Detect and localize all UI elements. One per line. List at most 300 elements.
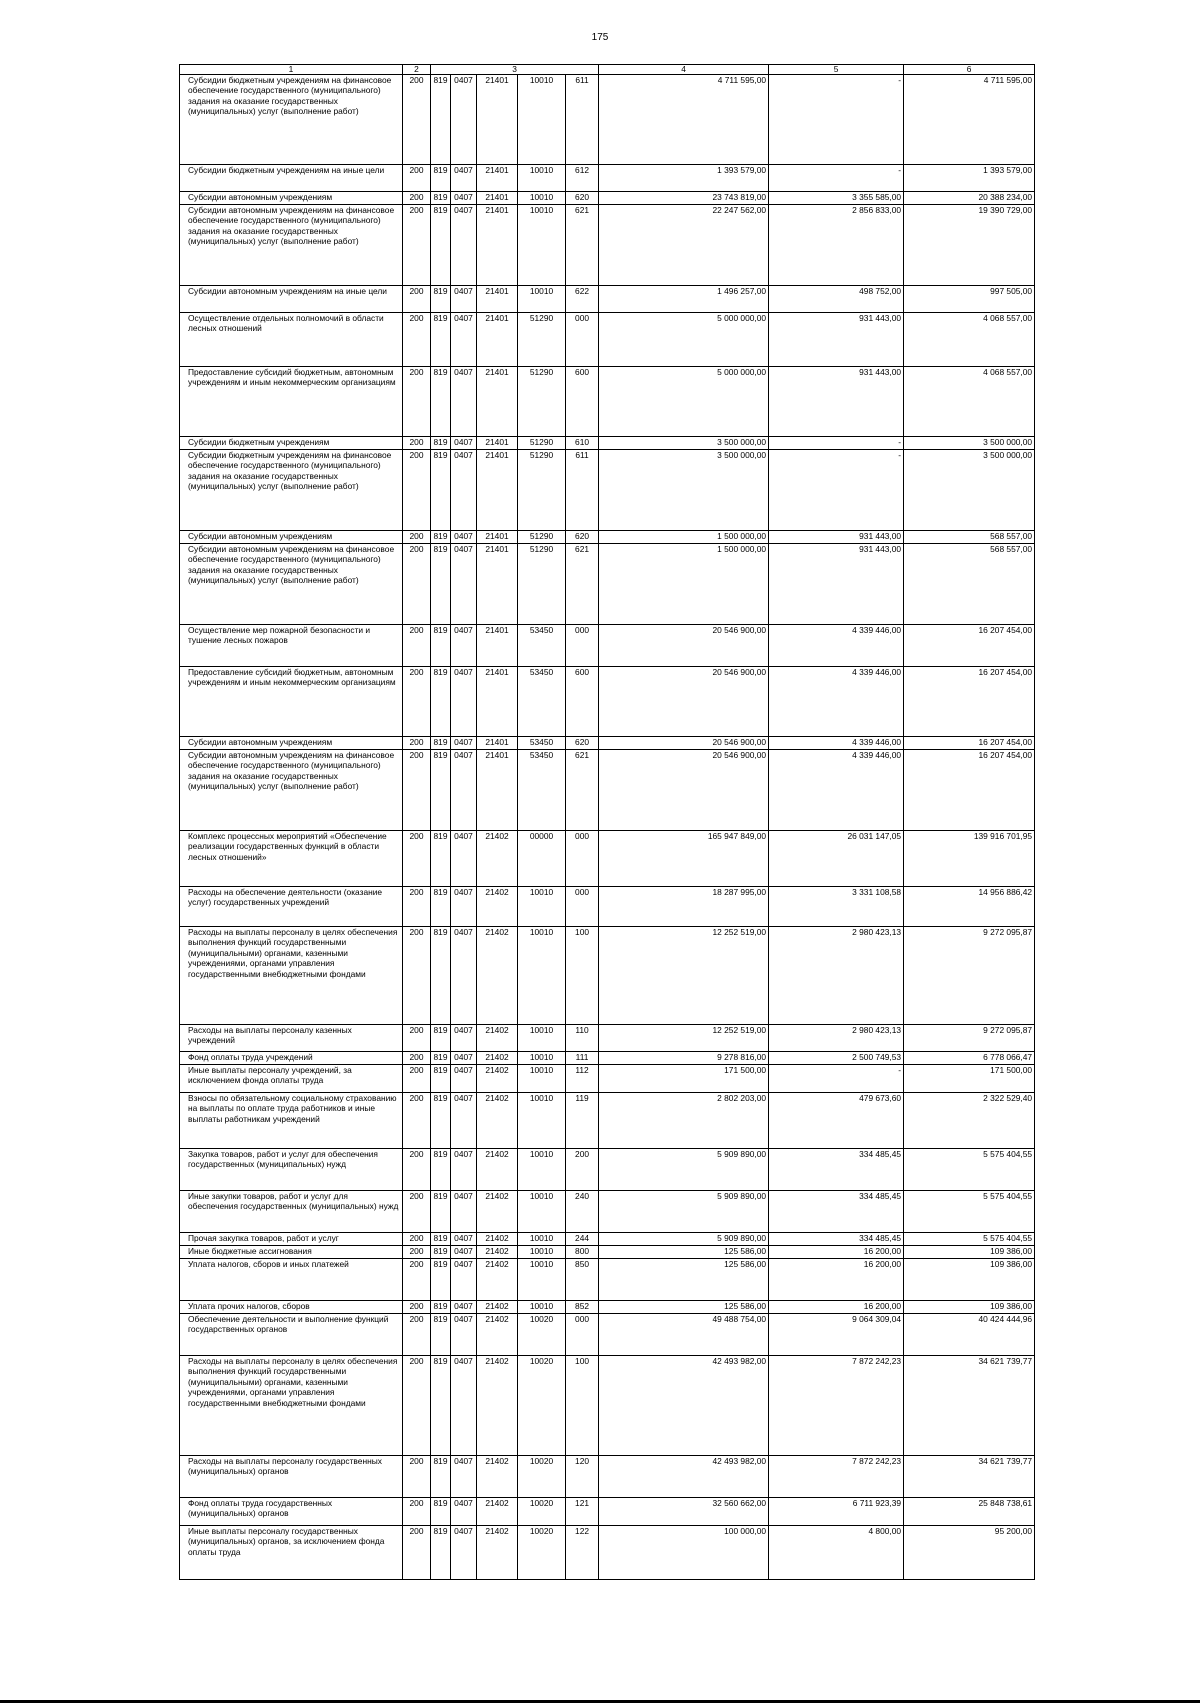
approved-amount: 9 278 816,00 — [599, 1052, 769, 1065]
section-code: 0407 — [451, 205, 477, 286]
direction-code: 10010 — [518, 1259, 566, 1301]
line-code: 200 — [403, 1314, 431, 1356]
executed-amount: 16 200,00 — [769, 1259, 904, 1301]
approved-amount: 49 488 754,00 — [599, 1314, 769, 1356]
direction-code: 00000 — [518, 831, 566, 887]
approved-amount: 5 909 890,00 — [599, 1233, 769, 1246]
line-code: 200 — [403, 205, 431, 286]
direction-code: 10010 — [518, 286, 566, 313]
direction-code: 51290 — [518, 313, 566, 367]
section-code: 0407 — [451, 737, 477, 750]
program-code: 21402 — [477, 1259, 518, 1301]
admin-code: 819 — [431, 1356, 451, 1456]
expense-type-code: 100 — [566, 1356, 599, 1456]
line-code: 200 — [403, 1052, 431, 1065]
remaining-amount: 109 386,00 — [904, 1259, 1035, 1301]
line-code: 200 — [403, 1526, 431, 1580]
table-row — [180, 1456, 1035, 1498]
line-code: 200 — [403, 1356, 431, 1456]
expense-type-code: 622 — [566, 286, 599, 313]
program-code: 21402 — [477, 1498, 518, 1526]
table-row — [180, 750, 1035, 831]
direction-code: 10010 — [518, 1149, 566, 1191]
section-code: 0407 — [451, 544, 477, 625]
direction-code: 10010 — [518, 1025, 566, 1052]
admin-code: 819 — [431, 1301, 451, 1314]
row-name: Прочая закупка товаров, работ и услуг — [180, 1233, 403, 1246]
line-code: 200 — [403, 1065, 431, 1093]
table-row — [180, 1093, 1035, 1149]
row-name: Комплекс процессных мероприятий «Обеспечение реализации государственных функций в области лесных отношений» — [180, 831, 403, 887]
line-code: 200 — [403, 750, 431, 831]
page-number: 175 — [591, 32, 609, 43]
approved-amount: 4 711 595,00 — [599, 75, 769, 165]
remaining-amount: 4 068 557,00 — [904, 313, 1035, 367]
expense-type-code: 121 — [566, 1498, 599, 1526]
direction-code: 10010 — [518, 75, 566, 165]
admin-code: 819 — [431, 1233, 451, 1246]
approved-amount: 42 493 982,00 — [599, 1456, 769, 1498]
line-code: 200 — [403, 75, 431, 165]
executed-amount: 7 872 242,23 — [769, 1456, 904, 1498]
table-row — [180, 1191, 1035, 1233]
approved-amount: 1 496 257,00 — [599, 286, 769, 313]
executed-amount: - — [769, 165, 904, 192]
remaining-amount: 2 322 529,40 — [904, 1093, 1035, 1149]
remaining-amount: 6 778 066,47 — [904, 1052, 1035, 1065]
direction-code: 53450 — [518, 667, 566, 737]
table-row — [180, 1052, 1035, 1065]
direction-code: 10010 — [518, 1065, 566, 1093]
row-name: Субсидии автономным учреждениям — [180, 192, 403, 205]
executed-amount: 16 200,00 — [769, 1301, 904, 1314]
program-code: 21402 — [477, 1456, 518, 1498]
row-name: Иные выплаты персоналу учреждений, за исключением фонда оплаты труда — [180, 1065, 403, 1093]
approved-amount: 171 500,00 — [599, 1065, 769, 1093]
direction-code: 53450 — [518, 737, 566, 750]
table-row — [180, 367, 1035, 437]
admin-code: 819 — [431, 286, 451, 313]
section-code: 0407 — [451, 1498, 477, 1526]
remaining-amount: 3 500 000,00 — [904, 450, 1035, 531]
approved-amount: 20 546 900,00 — [599, 667, 769, 737]
approved-amount: 22 247 562,00 — [599, 205, 769, 286]
approved-amount: 5 909 890,00 — [599, 1191, 769, 1233]
header-col-5: 5 — [769, 65, 904, 75]
row-name: Уплата налогов, сборов и иных платежей — [180, 1259, 403, 1301]
executed-amount: 2 980 423,13 — [769, 927, 904, 1025]
program-code: 21401 — [477, 531, 518, 544]
program-code: 21402 — [477, 1149, 518, 1191]
program-code: 21401 — [477, 737, 518, 750]
admin-code: 819 — [431, 750, 451, 831]
program-code: 21401 — [477, 450, 518, 531]
executed-amount: 2 856 833,00 — [769, 205, 904, 286]
program-code: 21402 — [477, 1233, 518, 1246]
row-name: Предоставление субсидий бюджетным, автономным учреждениям и иным некоммерческим организациям — [180, 367, 403, 437]
admin-code: 819 — [431, 1065, 451, 1093]
remaining-amount: 139 916 701,95 — [904, 831, 1035, 887]
direction-code: 53450 — [518, 750, 566, 831]
section-code: 0407 — [451, 927, 477, 1025]
table-row — [180, 1065, 1035, 1093]
remaining-amount: 40 424 444,96 — [904, 1314, 1035, 1356]
admin-code: 819 — [431, 450, 451, 531]
direction-code: 10020 — [518, 1498, 566, 1526]
row-name: Фонд оплаты труда учреждений — [180, 1052, 403, 1065]
remaining-amount: 95 200,00 — [904, 1526, 1035, 1580]
executed-amount: 931 443,00 — [769, 367, 904, 437]
admin-code: 819 — [431, 1456, 451, 1498]
table-row — [180, 1233, 1035, 1246]
table-row — [180, 625, 1035, 667]
table-row — [180, 1149, 1035, 1191]
row-name: Уплата прочих налогов, сборов — [180, 1301, 403, 1314]
line-code: 200 — [403, 192, 431, 205]
expense-type-code: 000 — [566, 887, 599, 927]
remaining-amount: 109 386,00 — [904, 1246, 1035, 1259]
admin-code: 819 — [431, 1093, 451, 1149]
remaining-amount: 5 575 404,55 — [904, 1149, 1035, 1191]
line-code: 200 — [403, 286, 431, 313]
executed-amount: 334 485,45 — [769, 1233, 904, 1246]
program-code: 21402 — [477, 1301, 518, 1314]
remaining-amount: 25 848 738,61 — [904, 1498, 1035, 1526]
row-name: Предоставление субсидий бюджетным, автономным учреждениям и иным некоммерческим организациям — [180, 667, 403, 737]
row-name: Субсидии автономным учреждениям — [180, 737, 403, 750]
expense-type-code: 610 — [566, 437, 599, 450]
direction-code: 10010 — [518, 165, 566, 192]
row-name: Субсидии бюджетным учреждениям — [180, 437, 403, 450]
row-name: Субсидии автономным учреждениям на финансовое обеспечение государственного (муниципального) задания на оказание государственных (муниципальных) услуг (выполнение работ) — [180, 750, 403, 831]
program-code: 21402 — [477, 1191, 518, 1233]
admin-code: 819 — [431, 192, 451, 205]
line-code: 200 — [403, 1246, 431, 1259]
approved-amount: 1 500 000,00 — [599, 531, 769, 544]
expense-type-code: 000 — [566, 625, 599, 667]
program-code: 21401 — [477, 367, 518, 437]
admin-code: 819 — [431, 1259, 451, 1301]
expense-type-code: 850 — [566, 1259, 599, 1301]
table-row — [180, 313, 1035, 367]
section-code: 0407 — [451, 1314, 477, 1356]
program-code: 21402 — [477, 1314, 518, 1356]
header-row — [180, 65, 1035, 75]
expense-type-code: 600 — [566, 667, 599, 737]
remaining-amount: 4 068 557,00 — [904, 367, 1035, 437]
admin-code: 819 — [431, 1025, 451, 1052]
section-code: 0407 — [451, 1233, 477, 1246]
expense-type-code: 621 — [566, 750, 599, 831]
admin-code: 819 — [431, 1149, 451, 1191]
header-col-6: 6 — [904, 65, 1035, 75]
expense-type-code: 600 — [566, 367, 599, 437]
program-code: 21401 — [477, 165, 518, 192]
section-code: 0407 — [451, 1052, 477, 1065]
remaining-amount: 9 272 095,87 — [904, 1025, 1035, 1052]
executed-amount: 26 031 147,05 — [769, 831, 904, 887]
program-code: 21402 — [477, 927, 518, 1025]
header-col-4: 4 — [599, 65, 769, 75]
executed-amount: - — [769, 450, 904, 531]
line-code: 200 — [403, 625, 431, 667]
direction-code: 51290 — [518, 437, 566, 450]
admin-code: 819 — [431, 1191, 451, 1233]
section-code: 0407 — [451, 1065, 477, 1093]
header-col-3: 3 — [431, 65, 599, 75]
line-code: 200 — [403, 1259, 431, 1301]
row-name: Обеспечение деятельности и выполнение функций государственных органов — [180, 1314, 403, 1356]
row-name: Субсидии автономным учреждениям — [180, 531, 403, 544]
row-name: Расходы на выплаты персоналу в целях обеспечения выполнения функций государственными (муниципальными) органами, казенными учреждениями, органами управления государственными внебюджетными фондами — [180, 927, 403, 1025]
remaining-amount: 3 500 000,00 — [904, 437, 1035, 450]
section-code: 0407 — [451, 437, 477, 450]
executed-amount: - — [769, 437, 904, 450]
table-row — [180, 927, 1035, 1025]
executed-amount: 2 500 749,53 — [769, 1052, 904, 1065]
admin-code: 819 — [431, 165, 451, 192]
remaining-amount: 16 207 454,00 — [904, 625, 1035, 667]
expense-type-code: 620 — [566, 192, 599, 205]
table-row — [180, 887, 1035, 927]
remaining-amount: 5 575 404,55 — [904, 1233, 1035, 1246]
expense-type-code: 119 — [566, 1093, 599, 1149]
section-code: 0407 — [451, 450, 477, 531]
approved-amount: 165 947 849,00 — [599, 831, 769, 887]
program-code: 21402 — [477, 1025, 518, 1052]
expense-type-code: 000 — [566, 313, 599, 367]
executed-amount: 2 980 423,13 — [769, 1025, 904, 1052]
admin-code: 819 — [431, 737, 451, 750]
row-name: Осуществление мер пожарной безопасности и тушение лесных пожаров — [180, 625, 403, 667]
section-code: 0407 — [451, 1191, 477, 1233]
remaining-amount: 9 272 095,87 — [904, 927, 1035, 1025]
row-name: Иные выплаты персоналу государственных (муниципальных) органов, за исключением фонда оплаты труда — [180, 1526, 403, 1580]
line-code: 200 — [403, 367, 431, 437]
section-code: 0407 — [451, 625, 477, 667]
section-code: 0407 — [451, 1093, 477, 1149]
row-name: Расходы на выплаты персоналу в целях обеспечения выполнения функций государственными (муниципальными) органами, казенными учреждениями, органами управления государственными внебюджетными фондами — [180, 1356, 403, 1456]
direction-code: 10010 — [518, 1093, 566, 1149]
line-code: 200 — [403, 887, 431, 927]
line-code: 200 — [403, 667, 431, 737]
approved-amount: 12 252 519,00 — [599, 927, 769, 1025]
approved-amount: 42 493 982,00 — [599, 1356, 769, 1456]
table-row — [180, 1025, 1035, 1052]
expense-type-code: 000 — [566, 831, 599, 887]
line-code: 200 — [403, 165, 431, 192]
table-row — [180, 450, 1035, 531]
line-code: 200 — [403, 1093, 431, 1149]
row-name: Субсидии автономным учреждениям на финансовое обеспечение государственного (муниципального) задания на оказание государственных (муниципальных) услуг (выполнение работ) — [180, 205, 403, 286]
line-code: 200 — [403, 437, 431, 450]
executed-amount: 334 485,45 — [769, 1191, 904, 1233]
table-row — [180, 75, 1035, 165]
program-code: 21401 — [477, 192, 518, 205]
program-code: 21401 — [477, 286, 518, 313]
section-code: 0407 — [451, 367, 477, 437]
section-code: 0407 — [451, 1025, 477, 1052]
row-name: Расходы на обеспечение деятельности (оказание услуг) государственных учреждений — [180, 887, 403, 927]
row-name: Субсидии бюджетным учреждениям на финансовое обеспечение государственного (муниципального) задания на оказание государственных (муниципальных) услуг (выполнение работ) — [180, 450, 403, 531]
approved-amount: 18 287 995,00 — [599, 887, 769, 927]
table-row — [180, 667, 1035, 737]
expense-type-code: 122 — [566, 1526, 599, 1580]
direction-code: 10010 — [518, 192, 566, 205]
admin-code: 819 — [431, 1314, 451, 1356]
expense-type-code: 621 — [566, 544, 599, 625]
line-code: 200 — [403, 531, 431, 544]
executed-amount: - — [769, 75, 904, 165]
section-code: 0407 — [451, 887, 477, 927]
expense-type-code: 111 — [566, 1052, 599, 1065]
program-code: 21401 — [477, 205, 518, 286]
executed-amount: 334 485,45 — [769, 1149, 904, 1191]
direction-code: 10020 — [518, 1356, 566, 1456]
approved-amount: 20 546 900,00 — [599, 625, 769, 667]
section-code: 0407 — [451, 1149, 477, 1191]
direction-code: 10010 — [518, 1246, 566, 1259]
section-code: 0407 — [451, 750, 477, 831]
remaining-amount: 34 621 739,77 — [904, 1456, 1035, 1498]
section-code: 0407 — [451, 313, 477, 367]
executed-amount: 9 064 309,04 — [769, 1314, 904, 1356]
program-code: 21401 — [477, 750, 518, 831]
program-code: 21401 — [477, 75, 518, 165]
expense-type-code: 120 — [566, 1456, 599, 1498]
expense-type-code: 000 — [566, 1314, 599, 1356]
table-row — [180, 1314, 1035, 1356]
expense-type-code: 620 — [566, 737, 599, 750]
program-code: 21401 — [477, 544, 518, 625]
header-col-1: 1 — [180, 65, 403, 75]
admin-code: 819 — [431, 367, 451, 437]
table-row — [180, 1301, 1035, 1314]
expense-type-code: 244 — [566, 1233, 599, 1246]
approved-amount: 125 586,00 — [599, 1301, 769, 1314]
expense-type-code: 110 — [566, 1025, 599, 1052]
executed-amount: 16 200,00 — [769, 1246, 904, 1259]
executed-amount: - — [769, 1065, 904, 1093]
executed-amount: 6 711 923,39 — [769, 1498, 904, 1526]
line-code: 200 — [403, 1456, 431, 1498]
line-code: 200 — [403, 1191, 431, 1233]
row-name: Взносы по обязательному социальному страхованию на выплаты по оплате труда работников и иные выплаты работникам учреждений — [180, 1093, 403, 1149]
approved-amount: 2 802 203,00 — [599, 1093, 769, 1149]
executed-amount: 4 339 446,00 — [769, 625, 904, 667]
section-code: 0407 — [451, 531, 477, 544]
executed-amount: 3 355 585,00 — [769, 192, 904, 205]
program-code: 21402 — [477, 1093, 518, 1149]
expense-type-code: 621 — [566, 205, 599, 286]
table-row — [180, 1356, 1035, 1456]
remaining-amount: 109 386,00 — [904, 1301, 1035, 1314]
executed-amount: 4 339 446,00 — [769, 737, 904, 750]
row-name: Закупка товаров, работ и услуг для обеспечения государственных (муниципальных) нужд — [180, 1149, 403, 1191]
remaining-amount: 171 500,00 — [904, 1065, 1035, 1093]
table-row — [180, 437, 1035, 450]
expense-type-code: 611 — [566, 450, 599, 531]
direction-code: 10010 — [518, 205, 566, 286]
section-code: 0407 — [451, 165, 477, 192]
line-code: 200 — [403, 1498, 431, 1526]
admin-code: 819 — [431, 531, 451, 544]
approved-amount: 125 586,00 — [599, 1246, 769, 1259]
executed-amount: 498 752,00 — [769, 286, 904, 313]
program-code: 21402 — [477, 1065, 518, 1093]
table-row — [180, 286, 1035, 313]
expense-type-code: 852 — [566, 1301, 599, 1314]
section-code: 0407 — [451, 1456, 477, 1498]
program-code: 21402 — [477, 1526, 518, 1580]
executed-amount: 479 673,60 — [769, 1093, 904, 1149]
direction-code: 10020 — [518, 1456, 566, 1498]
direction-code: 53450 — [518, 625, 566, 667]
section-code: 0407 — [451, 75, 477, 165]
program-code: 21401 — [477, 313, 518, 367]
remaining-amount: 4 711 595,00 — [904, 75, 1035, 165]
row-name: Расходы на выплаты персоналу государственных (муниципальных) органов — [180, 1456, 403, 1498]
admin-code: 819 — [431, 1246, 451, 1259]
executed-amount: 7 872 242,23 — [769, 1356, 904, 1456]
approved-amount: 1 393 579,00 — [599, 165, 769, 192]
table-row — [180, 192, 1035, 205]
line-code: 200 — [403, 313, 431, 367]
remaining-amount: 19 390 729,00 — [904, 205, 1035, 286]
remaining-amount: 568 557,00 — [904, 544, 1035, 625]
admin-code: 819 — [431, 887, 451, 927]
table-row — [180, 205, 1035, 286]
row-name: Субсидии бюджетным учреждениям на иные цели — [180, 165, 403, 192]
remaining-amount: 14 956 886,42 — [904, 887, 1035, 927]
remaining-amount: 16 207 454,00 — [904, 667, 1035, 737]
row-name: Субсидии бюджетным учреждениям на финансовое обеспечение государственного (муниципального) задания на оказание государственных (муниципальных) услуг (выполнение работ) — [180, 75, 403, 165]
budget-table — [179, 64, 1035, 1580]
approved-amount: 32 560 662,00 — [599, 1498, 769, 1526]
direction-code: 51290 — [518, 544, 566, 625]
expense-type-code: 800 — [566, 1246, 599, 1259]
admin-code: 819 — [431, 831, 451, 887]
program-code: 21401 — [477, 667, 518, 737]
program-code: 21402 — [477, 1356, 518, 1456]
admin-code: 819 — [431, 927, 451, 1025]
admin-code: 819 — [431, 544, 451, 625]
admin-code: 819 — [431, 1498, 451, 1526]
line-code: 200 — [403, 831, 431, 887]
approved-amount: 12 252 519,00 — [599, 1025, 769, 1052]
remaining-amount: 16 207 454,00 — [904, 750, 1035, 831]
admin-code: 819 — [431, 625, 451, 667]
table-row — [180, 165, 1035, 192]
direction-code: 51290 — [518, 531, 566, 544]
section-code: 0407 — [451, 1301, 477, 1314]
executed-amount: 3 331 108,58 — [769, 887, 904, 927]
program-code: 21402 — [477, 1052, 518, 1065]
direction-code: 10020 — [518, 1526, 566, 1580]
section-code: 0407 — [451, 831, 477, 887]
table-row — [180, 1498, 1035, 1526]
direction-code: 51290 — [518, 367, 566, 437]
line-code: 200 — [403, 1301, 431, 1314]
expense-type-code: 611 — [566, 75, 599, 165]
row-name: Иные закупки товаров, работ и услуг для обеспечения государственных (муниципальных) нужд — [180, 1191, 403, 1233]
executed-amount: 4 800,00 — [769, 1526, 904, 1580]
approved-amount: 3 500 000,00 — [599, 437, 769, 450]
expense-type-code: 240 — [566, 1191, 599, 1233]
line-code: 200 — [403, 544, 431, 625]
header-col-2: 2 — [403, 65, 431, 75]
admin-code: 819 — [431, 205, 451, 286]
